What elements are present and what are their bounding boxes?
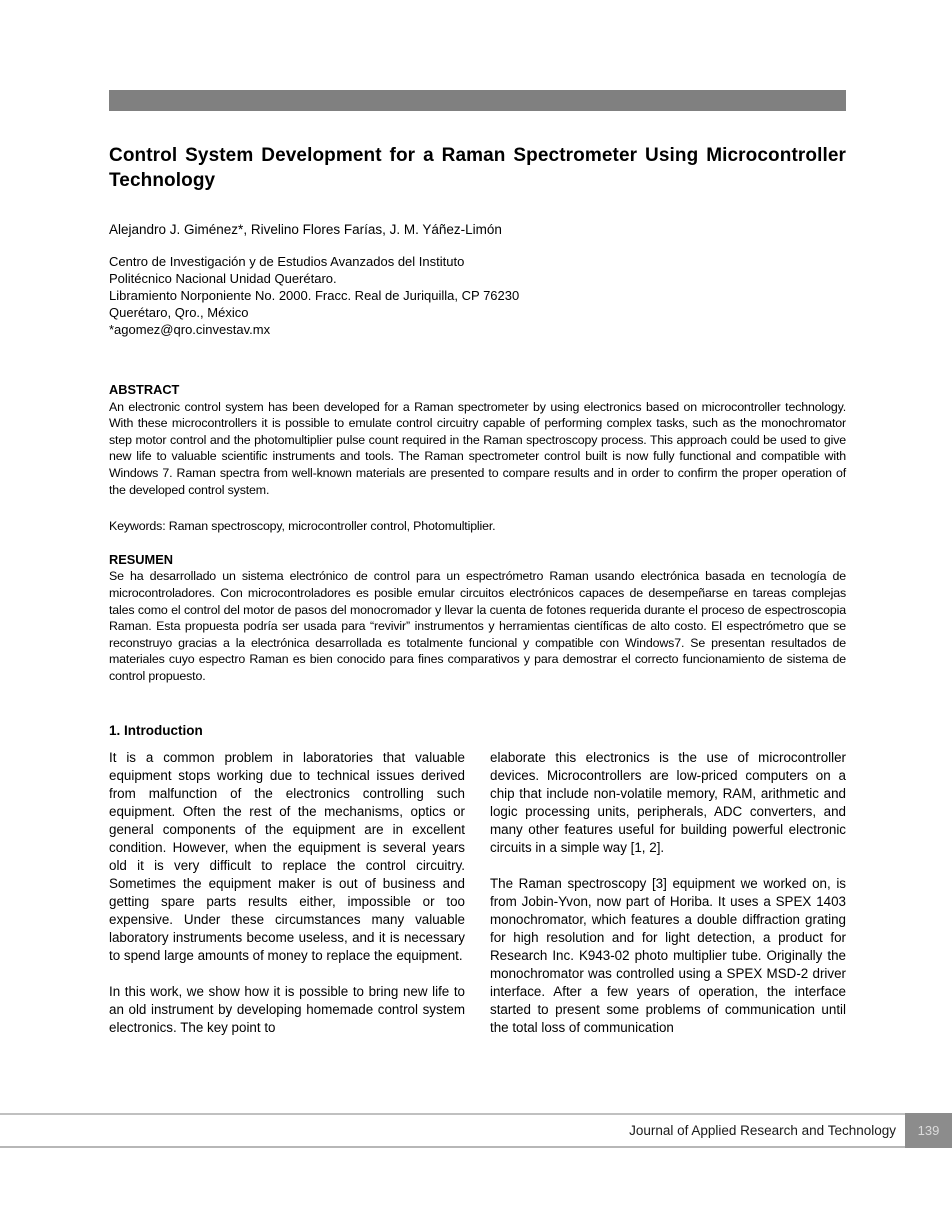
resumen-section xyxy=(109,552,846,685)
article-page xyxy=(109,0,846,1055)
author-email: *agomez@qro.cinvestav.mx xyxy=(109,322,271,337)
affiliation-line: Querétaro, Qro., México xyxy=(109,305,249,320)
abstract-section xyxy=(109,382,846,498)
resumen-heading: RESUMEN xyxy=(109,551,173,567)
affiliation-line: Libramiento Norponiente No. 2000. Fracc. Real de Juriquilla, CP 76230 xyxy=(109,288,520,303)
page-footer xyxy=(0,1113,952,1148)
affiliation-line: Politécnico Nacional Unidad Querétaro. xyxy=(109,271,337,286)
abstract-text: An electronic control system has been developed for a Raman spectrometer by using electronics based on microcontroller technology. With these microcontrollers it is possible to emulate control circuitry capable of performing complex tasks, such as the monochromator step motor control and the photomultiplier pulse count required in the Raman spectroscopy process. This approach could be used to give new life to valuable scientific instruments and tools. The Raman spectrometer control built is now fully functional and compatible with Windows 7. Raman spectra from well-known materials are presented to compare results and in order to confirm the proper operation of the developed control system. xyxy=(109,399,846,497)
body-paragraph: It is a common problem in laboratories that valuable equipment stops working due to technical issues derived from malfunction of the electronics controlling such equipment. Often the rest of the mechanisms, optics or general components of the equipment are in excellent condition. However, when the equipment is several years old it is very difficult to replace the control circuitry. Sometimes the equipment maker is out of business and getting spare parts results either, impossible or too expensive. Under these circumstances many valuable laboratory instruments become useless, and it is necessary to spend large amounts of money to replace the equipment. xyxy=(109,749,465,963)
article-title: Control System Development for a Raman Spectrometer Using Microcontroller Technology xyxy=(109,145,846,191)
authors-line: Alejandro J. Giménez*, Rivelino Flores Farías, J. M. Yáñez-Limón xyxy=(109,222,502,237)
two-column-body xyxy=(109,749,846,1055)
journal-name: Journal of Applied Research and Technology xyxy=(629,1123,896,1138)
body-paragraph: elaborate this electronics is the use of microcontroller devices. Microcontrollers are low-priced computers on a chip that include non-volatile memory, RAM, arithmetic and logic processing units, peripherals, ADC converters, and many other features useful for building powerful electronic circuits in a simple way [1, 2]. xyxy=(490,749,846,855)
body-paragraph: In this work, we show how it is possible to bring new life to an old instrument by developing homemade control system electronics. The key point to xyxy=(109,983,465,1035)
keywords-line: Keywords: Raman spectroscopy, microcontroller control, Photomultiplier. xyxy=(109,519,496,534)
left-column xyxy=(109,749,465,1055)
resumen-text: Se ha desarrollado un sistema electrónico de control para un espectrómetro Raman usando electrónica basada en tecnología de microcontroladores. Con microcontroladores es posible emular circuitos electrónicos capaces de desempeñarse en tareas complejas tales como el control del motor de pasos del monocromador y llevar la cuenta de fotones requerida durante el proceso de espectroscopia Raman. Esta propuesta podría ser usada para “revivir” instrumentos y herramientas científicas de alto costo. El espectrómetro que se reconstruyo gracias a la electrónica desarrollada es totalmente funcional y compatible con Windows7. Se presentan resultados de materiales cuyo espectro Raman es bien conocido para fines comparativos y para demostrar el correcto funcionamiento de sistema de control propuesto. xyxy=(109,569,846,683)
header-bar xyxy=(109,90,846,111)
section-heading-introduction: 1. Introduction xyxy=(109,722,203,738)
affiliation-block xyxy=(109,253,846,338)
body-paragraph: The Raman spectroscopy [3] equipment we worked on, is from Jobin-Yvon, now part of Horiba. It uses a SPEX 1403 monochromator, which features a double diffraction grating for high resolution and for light detection, a product for Research Inc. K943-02 photo multiplier tube. Originally the monochromator was controlled using a SPEX MSD-2 driver interface. After a few years of operation, the interface started to present some problems of communication until the total loss of communication xyxy=(490,875,846,1035)
page-number-badge: 139 xyxy=(905,1113,952,1148)
abstract-heading: ABSTRACT xyxy=(109,382,180,397)
affiliation-line: Centro de Investigación y de Estudios Avanzados del Instituto xyxy=(109,254,465,269)
right-column xyxy=(490,749,846,1055)
